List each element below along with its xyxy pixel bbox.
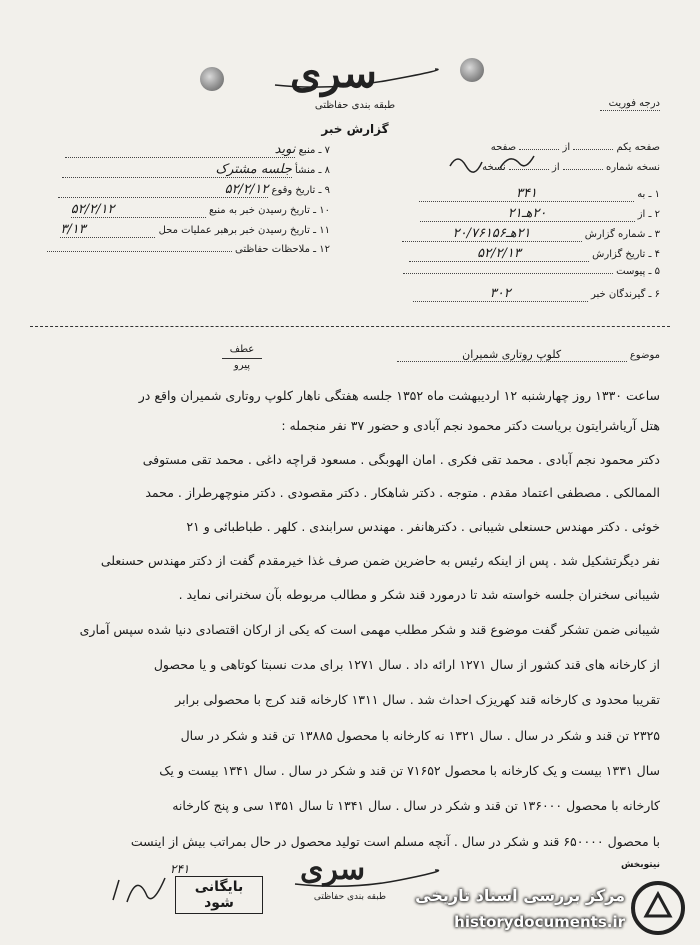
local-receipt-value: ۳/۱۳ bbox=[60, 222, 86, 237]
origin-label: ۸ ـ منشأ bbox=[294, 165, 330, 176]
body-line-9: از کارخانه های قند کشور از سال ۱۲۷۱ ارائه داد . سال ۱۲۷۱ برای مدت نسبتا کوتاهی و یا محصول bbox=[153, 657, 660, 672]
ref-line bbox=[222, 358, 262, 359]
footer-signature bbox=[105, 870, 175, 910]
event-date-row bbox=[30, 182, 330, 198]
event-date-value: ۵۲/۲/۱۲ bbox=[224, 182, 269, 197]
report-number-row bbox=[380, 226, 660, 242]
punch-hole-left bbox=[200, 67, 224, 91]
local-receipt-row bbox=[30, 222, 330, 238]
copy-word: نسخه bbox=[482, 162, 506, 173]
body-line-5: خوئی . دکتر مهندس حسنعلی شیبانی . دکترهانفر . مهندس سرابندی . کلهر . طباطبائی و ۲۱ bbox=[186, 519, 660, 534]
copy-number-label: نسخه شماره bbox=[606, 162, 660, 173]
footer-classification-stamp: سری bbox=[300, 852, 366, 887]
classification-label: طبقه بندی حفاظتی bbox=[314, 100, 396, 111]
body-line-10: تقریبا محدود ی کارخانه قند کهریزک احداث شد . سال ۱۳۱۱ کارخانه قند کرج با محصولی برابر bbox=[175, 692, 660, 707]
punch-hole-right bbox=[460, 58, 484, 82]
footer-side-note: نیتوبخش bbox=[621, 860, 660, 870]
to-label: ۱ ـ به bbox=[637, 189, 660, 200]
source-value: نوید bbox=[274, 142, 296, 157]
source-label: ۷ ـ منبع bbox=[298, 145, 330, 156]
footer-handwritten-number: ۲۴۱ bbox=[170, 862, 190, 876]
report-date-value: ۵۲/۲/۱۳ bbox=[477, 246, 521, 261]
header-divider bbox=[30, 326, 670, 327]
to-value: ۳۴۱ bbox=[516, 186, 537, 201]
body-line-3: دکتر محمود نجم آبادی . محمد تقی فکری . امان الهوبگی . مسعود قراچه داغی . محمد تقی مستوفی bbox=[142, 452, 660, 467]
body-line-11: ۲۳۲۵ تن قند و شکر در سال . سال ۱۳۲۱ نه کارخانه با محصول ۱۳۸۸۵ تن قند و شکر در سال bbox=[180, 728, 660, 743]
urgency-line bbox=[600, 110, 660, 111]
attachment-row bbox=[380, 266, 660, 277]
event-date-label: ۹ ـ تاریخ وقوع bbox=[271, 185, 330, 196]
local-receipt-label: ۱۱ ـ تاریخ رسیدن خبر برهبر عملیات محل bbox=[158, 225, 330, 236]
recipients-value: ۳۰۲ bbox=[489, 286, 511, 301]
recipients-label: ۶ ـ گیرندگان خبر bbox=[590, 289, 660, 300]
page-one-label: صفحه یکم bbox=[616, 142, 660, 153]
watermark-title: مرکز بررسی اسناد تاریخی bbox=[415, 886, 625, 905]
security-notes-row bbox=[30, 244, 330, 255]
source-receipt-value: ۵۲/۲/۱۲ bbox=[70, 202, 115, 217]
watermark-url: historydocuments.ir bbox=[454, 913, 625, 931]
report-date-row bbox=[380, 246, 660, 262]
ref-top-label: عطف bbox=[229, 344, 255, 355]
body-line-13: کارخانه با محصول ۱۳۶۰۰۰ تن قند و شکر در سال . سال ۱۳۴۱ تا سال ۱۳۵۱ سی و پنج کارخانه bbox=[172, 798, 660, 813]
stamp-underline bbox=[270, 55, 440, 95]
page-word: صفحه bbox=[490, 142, 517, 153]
attachment-label: ۵ ـ پیوست bbox=[616, 266, 660, 277]
body-line-8: شیبانی ضمن تشکر گفت موضوع قند و شکر مطلب مهمی است که یکی از ارکان اقتصادی دنیا شده سپس آماری bbox=[79, 622, 660, 637]
subject-label: موضوع bbox=[629, 350, 660, 361]
handwritten-scribble bbox=[440, 146, 550, 176]
report-number-label: ۳ ـ شماره گزارش bbox=[584, 229, 660, 240]
classification-stamp: سری bbox=[290, 50, 377, 97]
report-date-label: ۴ ـ تاریخ گزارش bbox=[592, 249, 660, 260]
report-title: گزارش خبر bbox=[321, 122, 389, 136]
body-line-4: الممالکی . مصطفی اعتماد مقدم . متوجه . دکتر شاهکار . دکتر مقصودی . دکتر منوچهرطراز . محمد bbox=[145, 485, 660, 500]
source-receipt-row bbox=[30, 202, 330, 218]
from-label: ۲ ـ از bbox=[637, 209, 660, 220]
body-line-12: سال ۱۳۳۱ بیست و یک کارخانه با محصول ۷۱۶۵۲ تن قند و شکر در سال . سال ۱۳۴۱ بیست و یک bbox=[159, 763, 660, 778]
subject-row bbox=[380, 348, 660, 362]
body-line-1: ساعت ۱۳۳۰ روز چهارشنبه ۱۲ اردیبهشت ماه ۱۳۵۲ جلسه هفتگی ناهار کلوپ روتاری شمیران واقع در bbox=[138, 388, 660, 403]
source-receipt-label: ۱۰ ـ تاریخ رسیدن خبر به منبع bbox=[208, 205, 330, 216]
to-row bbox=[380, 186, 660, 202]
urgency-label: درجه فوریت bbox=[608, 98, 660, 109]
from-label-1: از bbox=[562, 142, 571, 153]
footer-classification-label: طبقه بندی حفاظتی bbox=[313, 892, 387, 902]
source-row bbox=[30, 142, 330, 158]
body-line-2: هتل آریاشرایتون بریاست دکتر محمود نجم آبادی و حضور ۳۷ نفر منجمله : bbox=[281, 418, 660, 433]
body-line-14: با محصول ۶۵۰۰۰۰ قند و شکر در سال . آنچه مسلم است تولید محصول در حال بمراتب بیش از اینست bbox=[130, 834, 660, 849]
ref-bottom-label: پیرو bbox=[233, 360, 251, 371]
from-label-2: از bbox=[552, 162, 560, 173]
security-notes-label: ۱۲ ـ ملاحظات حفاظتی bbox=[235, 244, 330, 255]
body-line-7: شیبانی سخنران جلسه خواسته شد تا درمورد قند شکر و مطالب مربوطه بآن سخنرانی نماید . bbox=[178, 587, 660, 602]
body-line-6: نفر دیگرتشکیل شد . پس از اینکه رئیس به حاضرین ضمن صرف غذا خیرمقدم گفت از دکتر مهندس حسنعلی bbox=[100, 553, 660, 568]
origin-row bbox=[30, 162, 330, 178]
subject-value: کلوپ روتاری شمیران bbox=[462, 348, 562, 361]
recipients-row bbox=[380, 286, 660, 302]
watermark-logo-icon bbox=[628, 878, 688, 938]
from-row bbox=[380, 206, 660, 222]
report-number-value: ۲۱هـ۲۰/۷۶۱۵۶ bbox=[452, 226, 531, 241]
origin-value: جلسه مشترک bbox=[215, 162, 292, 177]
from-value: ۲۰هـ۲۱ bbox=[507, 206, 547, 221]
archive-stamp: بایگانی شود bbox=[175, 876, 263, 914]
